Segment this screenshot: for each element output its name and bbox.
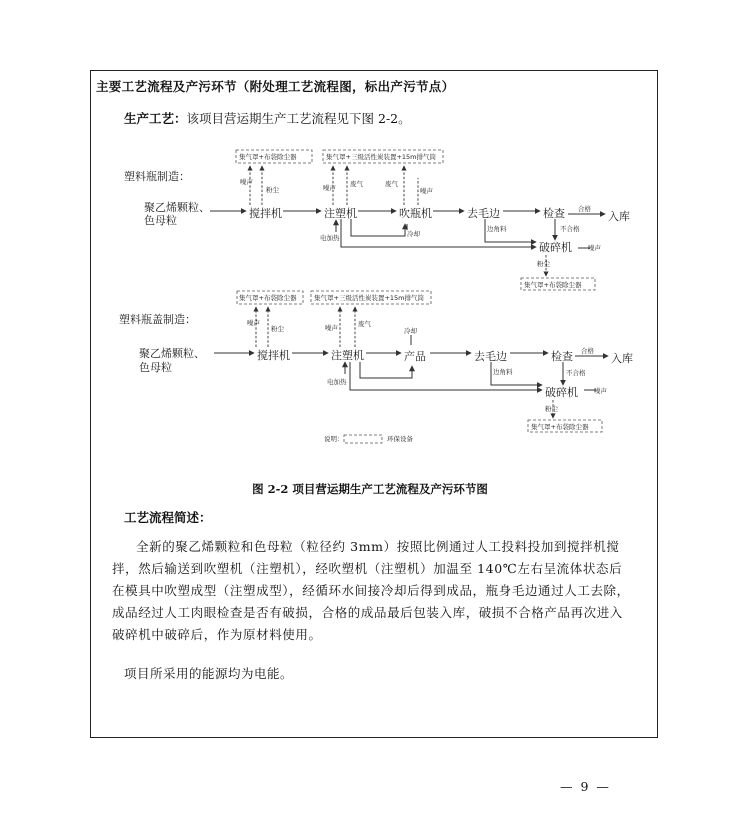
legend-text: 环保设备 bbox=[387, 435, 413, 443]
bottle-inspect-node: 检查 bbox=[543, 207, 565, 220]
cap-injection-noise-label: 噪声 bbox=[325, 324, 338, 332]
bottle-mixer-node: 搅拌机 bbox=[249, 207, 282, 220]
bottle-dust-box-bottom-label: 集气罩+布袋除尘器 bbox=[524, 281, 582, 289]
bottle-mixer-dust-label: 粉尘 bbox=[266, 186, 279, 194]
bottle-material-line1: 聚乙烯颗粒、 bbox=[144, 201, 210, 214]
intro-label: 生产工艺： bbox=[124, 111, 187, 126]
bottle-blow-noise-label: 噪声 bbox=[420, 187, 433, 195]
cap-injection-node: 注塑机 bbox=[331, 349, 364, 362]
bottle-dust-box-top-label: 集气罩+布袋除尘器 bbox=[239, 153, 297, 161]
cap-deburr-node: 去毛边 bbox=[474, 350, 507, 363]
bottle-blow-gas-label: 废气 bbox=[385, 180, 398, 188]
brief-title: 工艺流程简述： bbox=[124, 510, 212, 525]
bottle-cooling-label: 冷却 bbox=[407, 230, 420, 238]
cap-inspect-node: 检查 bbox=[551, 350, 573, 363]
cap-crusher-noise-label: 噪声 bbox=[594, 387, 607, 395]
intro-text: 该项目营运期生产工艺流程见下图 2-2。 bbox=[186, 111, 411, 126]
cap-crusher-node: 破碎机 bbox=[545, 386, 578, 399]
bottle-title: 塑料瓶制造： bbox=[124, 170, 190, 183]
page-number: — 9 — bbox=[560, 779, 611, 794]
bottle-carbon-box-label: 集气罩+三级活性炭装置+15m排气筒 bbox=[326, 153, 436, 161]
cap-dust-box-top-label: 集气罩+布袋除尘器 bbox=[239, 294, 297, 302]
bottle-edge-scrap-label: 边角料 bbox=[487, 225, 507, 233]
bottle-blow-node: 吹瓶机 bbox=[399, 207, 432, 220]
cap-heating-label: 电加热 bbox=[327, 378, 347, 386]
cap-arrow-return bbox=[360, 362, 412, 378]
cap-qualified-label: 合格 bbox=[581, 347, 594, 355]
bottle-mixer-noise-label: 噪声 bbox=[240, 178, 253, 186]
cap-product-node: 产品 bbox=[404, 350, 426, 363]
cap-mixer-node: 搅拌机 bbox=[257, 349, 290, 362]
bottle-crusher-dust-label: 粉尘 bbox=[537, 260, 550, 268]
bottle-qualified-label: 合格 bbox=[578, 205, 591, 213]
bottle-heating-label: 电加热 bbox=[320, 234, 340, 242]
cap-unqualified-label: 不合格 bbox=[566, 369, 586, 377]
bottle-diagram bbox=[124, 150, 630, 290]
diagram-legend bbox=[324, 434, 414, 443]
bottle-storage-node: 入库 bbox=[608, 210, 630, 223]
bottle-injection-noise-label: 噪声 bbox=[323, 184, 336, 192]
cap-dust-box-bottom-label: 集气罩+布袋除尘器 bbox=[531, 423, 589, 431]
bottle-arrow-return bbox=[351, 219, 405, 236]
cap-storage-node: 入库 bbox=[611, 352, 633, 365]
cap-mixer-dust-label: 粉尘 bbox=[271, 325, 284, 333]
cap-arrow-injection-crusher bbox=[350, 362, 542, 390]
cap-carbon-box-label: 集气罩+三级活性炭装置+15m排气筒 bbox=[314, 294, 424, 302]
bottle-crusher-node: 破碎机 bbox=[539, 241, 572, 254]
figure-caption: 图 2-2 项目营运期生产工艺流程及产污环节图 bbox=[252, 482, 488, 496]
cap-title: 塑料瓶盖制造： bbox=[119, 313, 196, 326]
bottle-material-line2: 色母粒 bbox=[144, 214, 177, 227]
bottle-unqualified-label: 不合格 bbox=[560, 225, 580, 233]
bottle-deburr-node: 去毛边 bbox=[467, 207, 500, 220]
bottle-arrow-injection-crusher bbox=[341, 219, 536, 247]
cap-cooling-label: 冷却 bbox=[404, 327, 417, 335]
legend-dashed-box bbox=[344, 435, 382, 443]
bottle-injection-node: 注塑机 bbox=[324, 207, 357, 220]
cap-material-line2: 色母粒 bbox=[139, 361, 172, 374]
cap-diagram bbox=[119, 291, 633, 432]
cap-material-line1: 聚乙烯颗粒、 bbox=[139, 347, 205, 360]
cap-edge-scrap-label: 边角料 bbox=[493, 368, 513, 376]
bottle-injection-gas-label: 废气 bbox=[350, 180, 363, 188]
cap-injection-gas-label: 废气 bbox=[358, 320, 371, 328]
cap-crusher-dust-label: 粉尘 bbox=[545, 405, 558, 413]
legend-label: 说明： bbox=[324, 435, 344, 443]
process-description: 全新的聚乙烯颗粒和色母粒（粒径约 3mm）按照比例通过人工投料投加到搅拌机搅拌，然后输送到吹塑机（注塑机），经吹塑机（注塑机）加温至 140℃左右呈流体状态后在模具中吹塑成型（注塑成型），经循环水间接冷却后得到成品，瓶身毛边通过人工去除，成品经过人工肉眼检查是否有破损，合格的成品最后包装入库，破损不合格产品再次进入破碎机中破碎后，作为原材料使用。 bbox=[112, 539, 630, 642]
section-header: 主要工艺流程及产污环节（附处理工艺流程图，标出产污节点） bbox=[96, 79, 455, 94]
energy-statement: 项目所采用的能源均为电能。 bbox=[124, 666, 294, 681]
bottle-crusher-noise-label: 噪声 bbox=[588, 244, 601, 252]
cap-mixer-noise-label: 噪声 bbox=[247, 319, 260, 327]
